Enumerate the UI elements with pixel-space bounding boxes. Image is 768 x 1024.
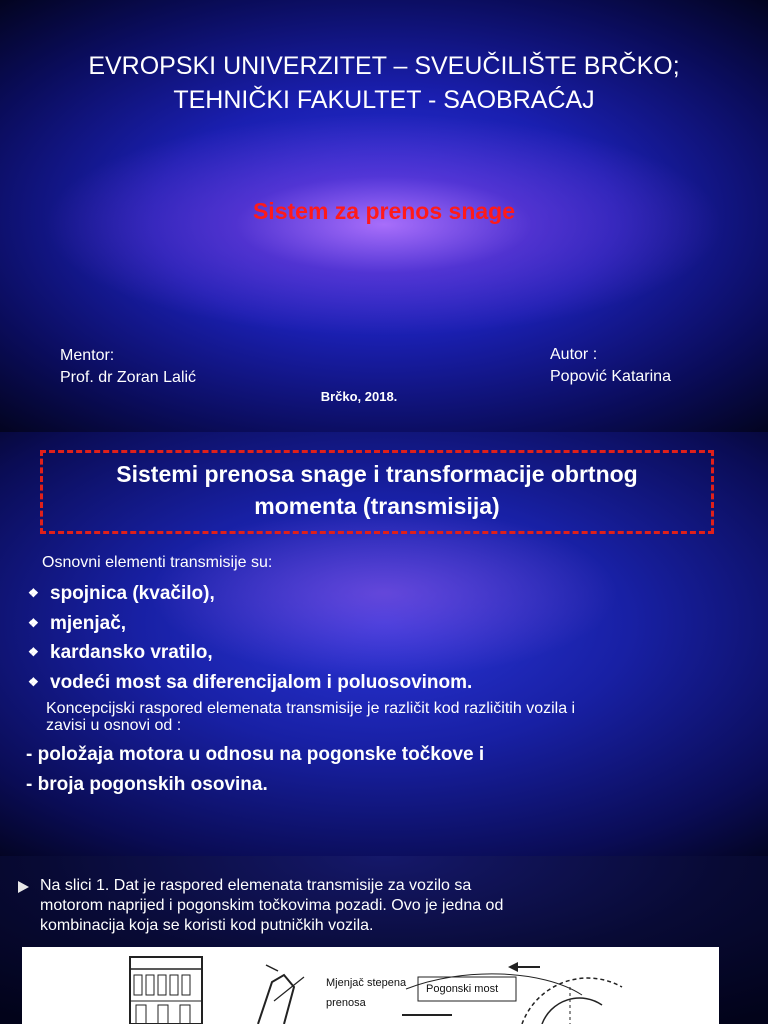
list-item	[28, 672, 472, 694]
place-year: Brčko, 2018.	[320, 389, 398, 404]
gearbox-label-line1: Mjenjač stepena	[326, 977, 407, 989]
layout-paragraph	[46, 700, 746, 734]
transmission-figure	[22, 947, 719, 1024]
figure-slide	[0, 856, 768, 1024]
slide-title-line1: Sistemi prenosa snage i transformacije obrtnog	[116, 461, 638, 487]
author-label: Autor :	[550, 346, 598, 363]
title-slide	[0, 0, 768, 432]
dependency-item-2: - broja pogonskih osovina.	[26, 774, 268, 795]
description-line3: kombinacija koja se koristi kod putničkih vozila.	[40, 917, 374, 934]
list-item	[28, 642, 213, 664]
intro-text: Osnovni elementi transmisije su:	[42, 554, 273, 571]
mentor-name: Prof. dr Zoran Lalić	[60, 369, 197, 386]
gearbox-label-line2: prenosa	[326, 997, 366, 1009]
mentor-label: Mentor:	[60, 347, 115, 364]
description-line2: motorom naprijed i pogonskim točkovima pozadi. Ovo je jedna od	[40, 897, 504, 914]
list-item	[28, 613, 126, 635]
drive-axle-label: Pogonski most	[426, 983, 499, 995]
list-item-text: kardansko vratilo,	[50, 642, 213, 663]
slide-title	[40, 458, 714, 522]
faculty-title: TEHNIČKI FAKULTET - SAOBRAĆAJ	[173, 86, 595, 114]
diamond-bullet-icon: ❖	[28, 616, 39, 630]
list-item	[28, 583, 215, 605]
figure-description	[40, 876, 720, 936]
slide-title-line2: momenta (transmisija)	[254, 493, 500, 519]
author-name: Popović Katarina	[550, 368, 671, 385]
triangle-bullet-icon	[18, 881, 29, 893]
diamond-bullet-icon: ❖	[28, 675, 39, 689]
dependency-item-1: - položaja motora u odnosu na pogonske točkove i	[26, 744, 485, 765]
presentation-title: Sistem za prenos snage	[252, 198, 516, 224]
transmission-slide	[0, 432, 768, 856]
description-line1: Na slici 1. Dat je raspored elemenata transmisije za vozilo sa	[40, 877, 472, 894]
paragraph-line1: Koncepcijski raspored elemenata transmisije je različit kod različitih vozila i	[46, 700, 576, 717]
list-item-text: vodeći most sa diferencijalom i poluosovinom.	[50, 672, 473, 693]
list-item-text: mjenjač,	[50, 613, 127, 634]
diamond-bullet-icon: ❖	[28, 645, 39, 659]
list-item-text: spojnica (kvačilo),	[50, 583, 215, 604]
university-title: EVROPSKI UNIVERZITET – SVEUČILIŠTE BRČKO;	[88, 52, 680, 80]
paragraph-line2: zavisi u osnovi od :	[46, 717, 182, 734]
diamond-bullet-icon: ❖	[28, 586, 39, 600]
